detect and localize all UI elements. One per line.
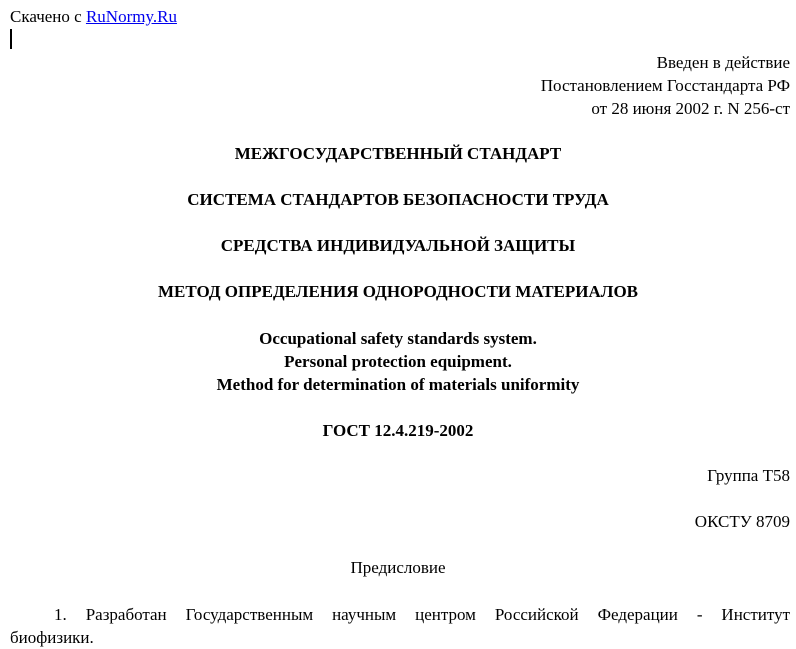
group-code: Группа Т58 bbox=[707, 466, 790, 485]
preface-heading: Предисловие bbox=[350, 558, 446, 577]
source-link[interactable]: RuNormy.Ru bbox=[85, 7, 177, 26]
enactment-line-3: от 28 июня 2002 г. N 256-ст bbox=[591, 99, 790, 118]
title-method: МЕТОД ОПРЕДЕЛЕНИЯ ОДНОРОДНОСТИ МАТЕРИАЛОВ bbox=[157, 282, 639, 301]
preface-paragraph bbox=[10, 603, 790, 649]
enactment-note bbox=[541, 51, 790, 120]
english-title bbox=[0, 327, 796, 396]
oksty-code: ОКСТУ 8709 bbox=[694, 512, 790, 531]
paragraph-line-2: биофизики. bbox=[10, 628, 94, 647]
title-interstate-standard: МЕЖГОСУДАРСТВЕННЫЙ СТАНДАРТ bbox=[234, 144, 562, 163]
gost-number: ГОСТ 12.4.219-2002 bbox=[322, 421, 474, 440]
source-prefix: Скачено с bbox=[10, 7, 86, 26]
text-cursor bbox=[10, 29, 12, 49]
english-title-line-2: Personal protection equipment. bbox=[284, 352, 512, 371]
source-line bbox=[10, 6, 177, 28]
english-title-line-3: Method for determination of materials uniformity bbox=[216, 375, 580, 394]
title-safety-system: СИСТЕМА СТАНДАРТОВ БЕЗОПАСНОСТИ ТРУДА bbox=[187, 190, 609, 209]
english-title-line-1: Occupational safety standards system. bbox=[259, 329, 537, 348]
title-protection-means: СРЕДСТВА ИНДИВИДУАЛЬНОЙ ЗАЩИТЫ bbox=[220, 236, 576, 255]
enactment-line-2: Постановлением Госстандарта РФ bbox=[540, 76, 790, 95]
enactment-line-1: Введен в действие bbox=[656, 53, 790, 72]
paragraph-line-1: 1. Разработан Государственным научным центром Российской Федерации - Институт bbox=[54, 605, 790, 624]
